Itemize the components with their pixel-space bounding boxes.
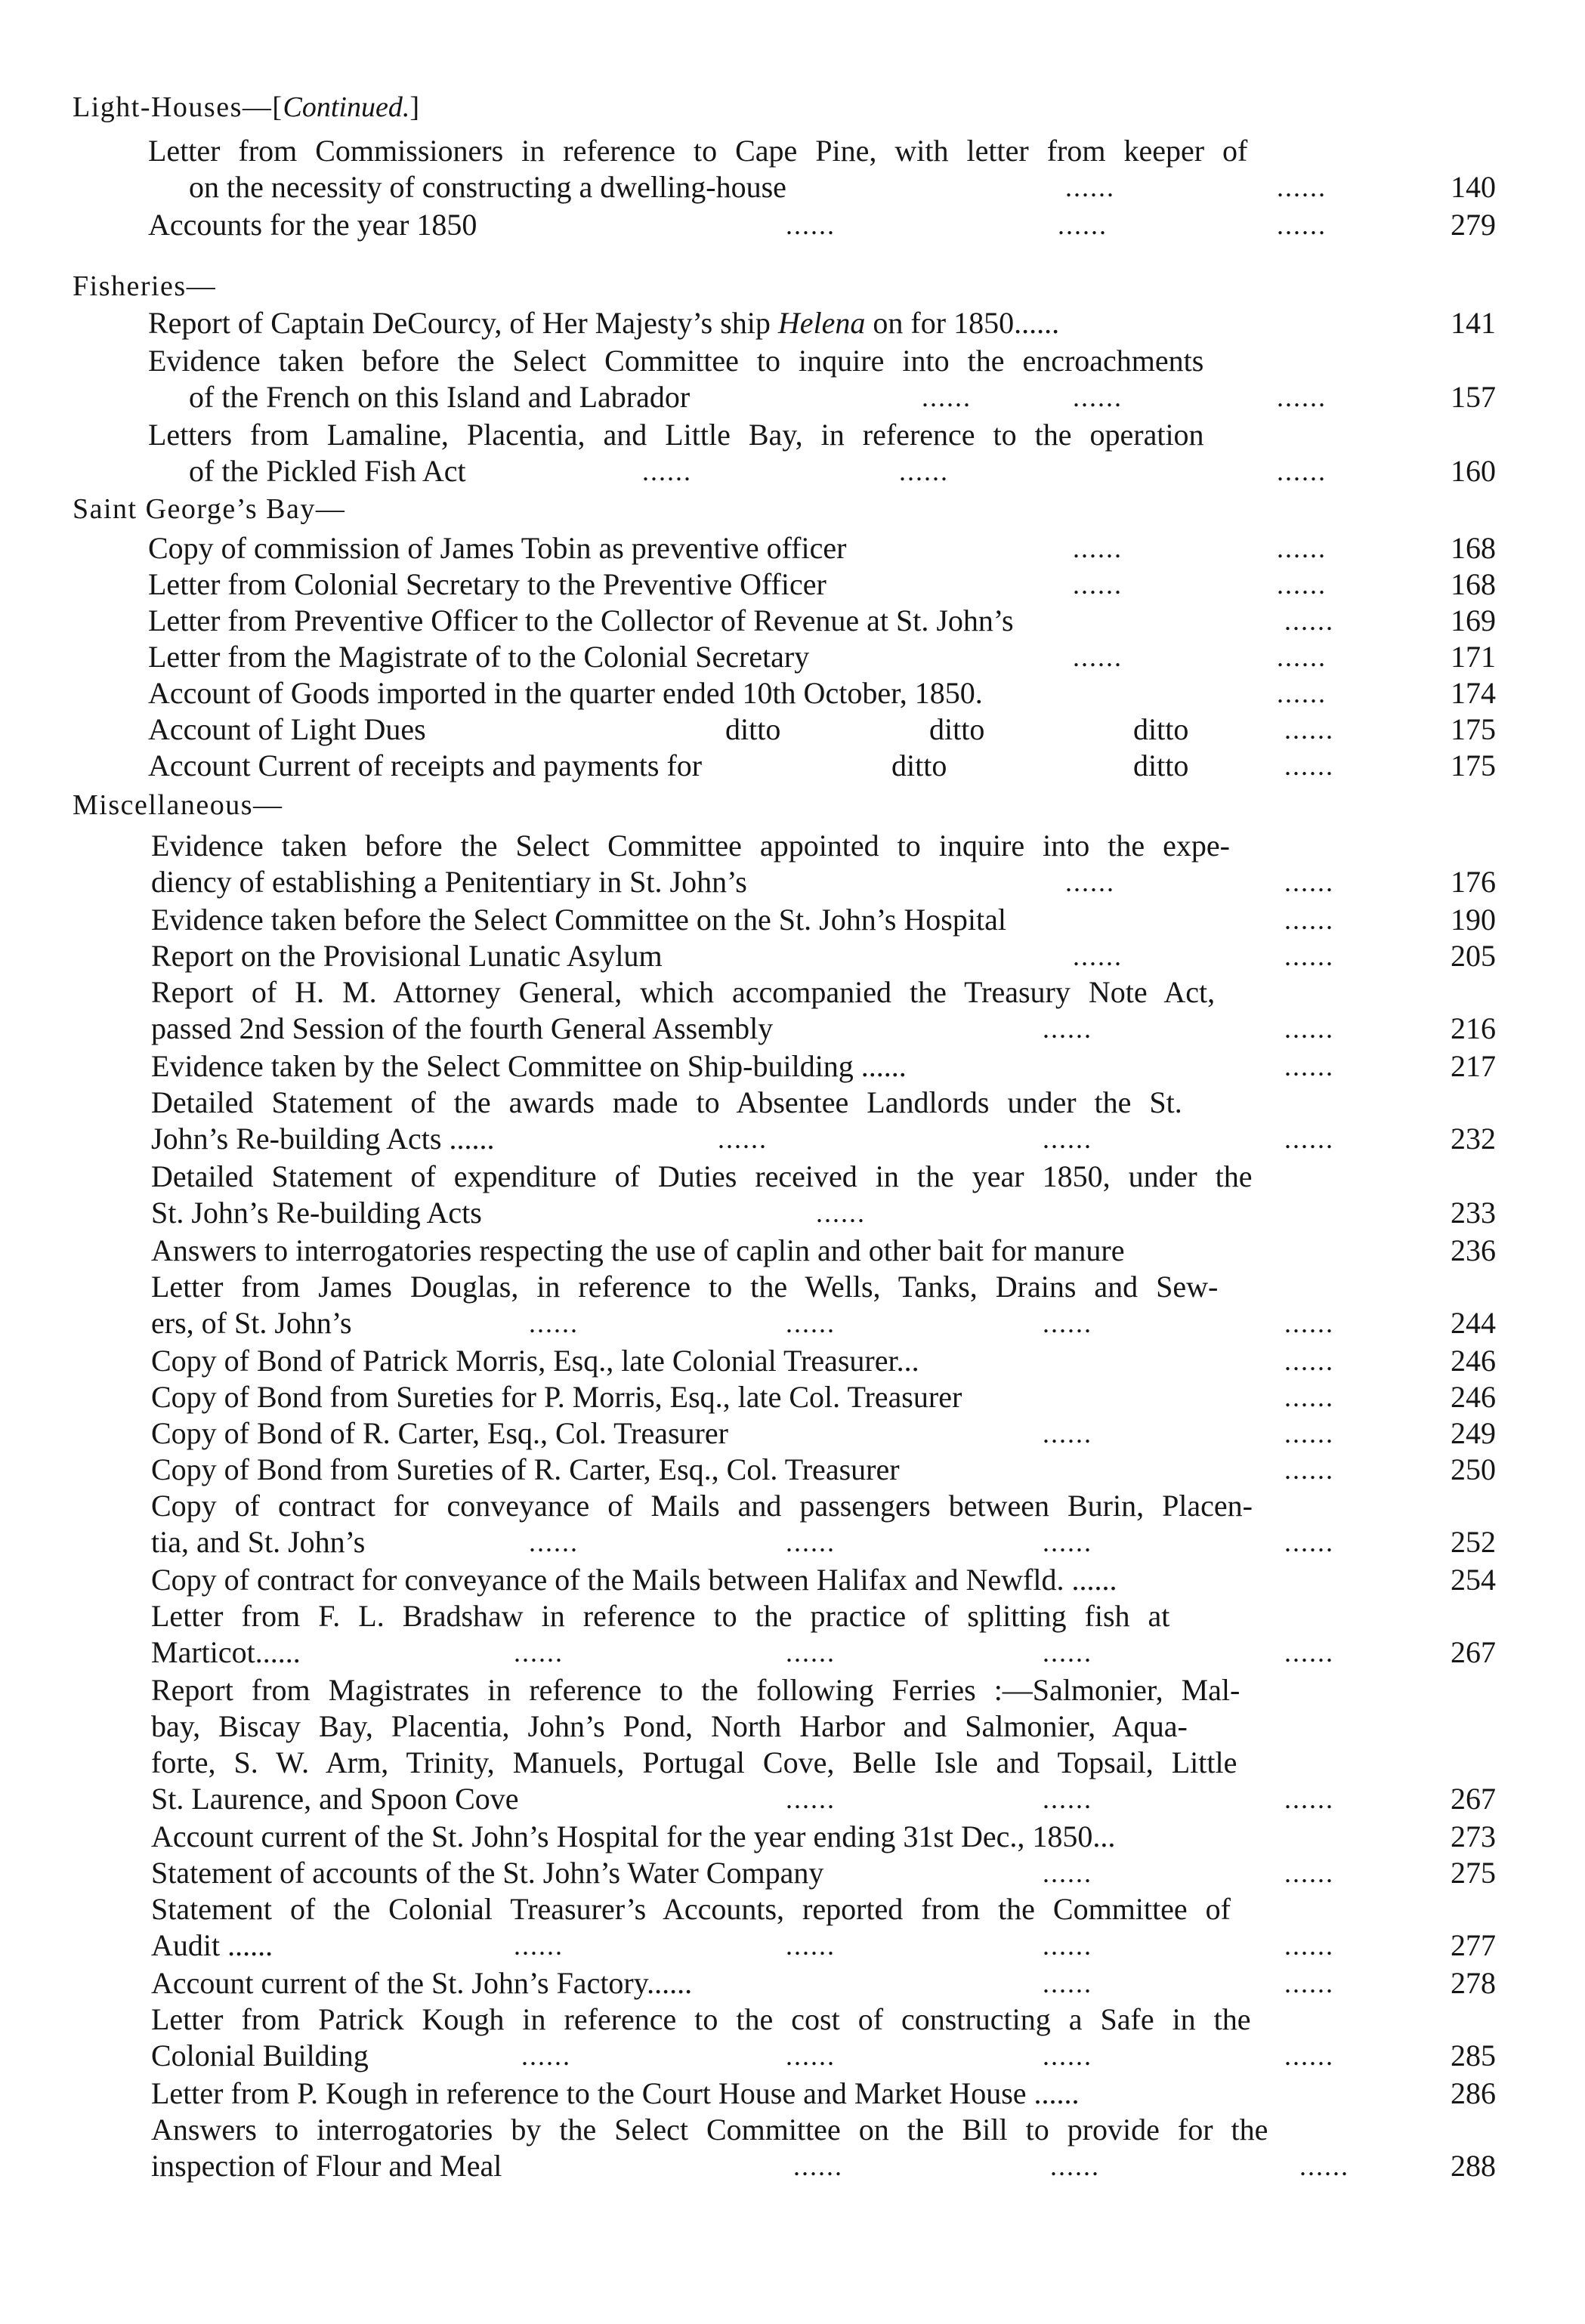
leader-dots: ...... <box>1073 642 1123 672</box>
leader-dots: ...... <box>1284 941 1334 971</box>
index-entry-line <box>148 417 1204 453</box>
index-entry-line <box>148 603 1014 639</box>
page-number: 171 <box>1451 640 1496 674</box>
leader-dots: ...... <box>1277 678 1327 708</box>
leader-dots: ...... <box>1050 2151 1100 2181</box>
leader-dots: ...... <box>718 1124 768 1154</box>
entry-text: Colonial Building <box>151 2039 369 2072</box>
entry-text: inspection of Flour and Meal <box>151 2149 502 2183</box>
ditto-mark: ditto <box>1133 748 1189 782</box>
entry-text: Audit ...... <box>151 1928 273 1962</box>
leader-dots: ...... <box>1284 1382 1334 1412</box>
leader-dots: ...... <box>1284 905 1334 935</box>
page-number: 157 <box>1451 380 1496 414</box>
entry-text: Answers to interrogatories by the Select Committee on the Bill to provide for the <box>151 2113 1268 2147</box>
leader-dots: ...... <box>1043 1968 1092 1998</box>
index-entry-line <box>151 1598 1169 1634</box>
page-number: 286 <box>1451 2076 1496 2110</box>
page-number: 288 <box>1451 2149 1496 2183</box>
page-number: 140 <box>1451 170 1496 204</box>
entry-text: Letter from Commissioners in reference to Cape Pine, with letter from keeper of <box>148 134 1248 168</box>
leader-dots: ...... <box>1073 569 1123 600</box>
ditto-mark: ditto <box>929 712 985 746</box>
index-entry-line <box>151 1965 692 2001</box>
page-number: 249 <box>1451 1416 1496 1450</box>
entry-text: Statement of accounts of the St. John’s Water Company <box>151 1856 824 1890</box>
entry-text: Account current of the St. John’s Hospital for the year ending 31st Dec., 1850... <box>151 1819 1116 1853</box>
entry-text: Account current of the St. John’s Factory...... <box>151 1966 693 2000</box>
index-entry-line <box>151 1781 519 1817</box>
page-number: 279 <box>1451 208 1496 242</box>
index-entry-line <box>151 2038 369 2074</box>
section-heading-fisheries <box>73 268 216 304</box>
ditto-mark: ditto <box>1133 712 1189 746</box>
leader-dots: ...... <box>1284 606 1334 636</box>
leader-dots: ...... <box>786 2041 836 2071</box>
entry-text: Copy of Bond from Sureties of R. Carter, Esq., Col. Treasurer <box>151 1452 900 1486</box>
page-number: 169 <box>1451 603 1496 637</box>
section-heading-miscellaneous <box>73 787 283 823</box>
entry-text: Copy of Bond of Patrick Morris, Esq., late Colonial Treasurer... <box>151 1344 919 1378</box>
leader-dots: ...... <box>1284 1637 1334 1668</box>
page-number: 267 <box>1451 1782 1496 1816</box>
entry-text: Letter from James Douglas, in reference to the Wells, Tanks, Drains and Sew- <box>151 1270 1219 1304</box>
leader-dots: ...... <box>642 456 692 486</box>
index-entry-line <box>151 828 1230 864</box>
index-entry-line <box>151 2112 1268 2148</box>
index-entry-line <box>151 1195 482 1231</box>
index-entry-line <box>151 1488 1253 1524</box>
ditto-mark: ditto <box>891 748 947 782</box>
leader-dots: ...... <box>786 1784 836 1814</box>
entry-text: Report on the Provisional Lunatic Asylum <box>151 939 663 973</box>
page-number: 176 <box>1451 865 1496 899</box>
index-entry-line <box>148 305 1059 341</box>
entry-text: Letter from Patrick Kough in reference to the cost of constructing a Safe in the <box>151 2002 1251 2036</box>
leader-dots: ...... <box>786 1930 836 1961</box>
leader-dots: ...... <box>1043 2041 1092 2071</box>
entry-text: Evidence taken before the Select Committee on the St. John’s Hospital <box>151 903 1006 937</box>
page-number: 216 <box>1451 1011 1496 1045</box>
index-entry-line <box>151 1233 1124 1269</box>
entry-text: of the Pickled Fish Act <box>189 454 466 488</box>
leader-dots: ...... <box>786 1527 836 1557</box>
entry-text: forte, S. W. Arm, Trinity, Manuels, Portugal Cove, Belle Isle and Topsail, Little <box>151 1745 1237 1779</box>
index-entry-line <box>151 1891 1231 1927</box>
index-entry-line <box>189 453 466 489</box>
section-heading-text: Light-Houses—[ <box>73 91 283 123</box>
entry-text: St. John’s Re-building Acts <box>151 1196 482 1230</box>
entry-text: ers, of St. John’s <box>151 1306 352 1340</box>
entry-text: of the French on this Island and Labrador <box>189 380 691 414</box>
index-entry-line <box>151 1524 365 1560</box>
ditto-mark: ditto <box>725 712 781 746</box>
page-number: 141 <box>1451 306 1496 340</box>
index-entry-line <box>148 748 702 784</box>
page-number: 252 <box>1451 1525 1496 1559</box>
entry-text: diency of establishing a Penitentiary in St. John’s <box>151 865 747 899</box>
index-entry-line <box>151 1927 273 1964</box>
entry-text: Letter from Preventive Officer to the Collector of Revenue at St. John’s <box>148 603 1014 637</box>
entry-text: Report of Captain DeCourcy, of Her Majesty’s ship <box>148 306 771 340</box>
entry-text: Copy of contract for conveyance of the Mails between Halifax and Newfld. ...... <box>151 1563 1117 1597</box>
leader-dots: ...... <box>1284 1346 1334 1376</box>
leader-dots: ...... <box>1277 642 1327 672</box>
entry-text: Copy of Bond from Sureties for P. Morris, Esq., late Col. Treasurer <box>151 1380 962 1414</box>
leader-dots: ...... <box>1277 382 1327 412</box>
section-heading-text: Saint George’s Bay— <box>73 493 346 525</box>
page-number: 277 <box>1451 1928 1496 1962</box>
index-entry-line <box>151 974 1215 1011</box>
entry-text: tia, and St. John’s <box>151 1525 366 1559</box>
leader-dots: ...... <box>1284 1308 1334 1338</box>
leader-dots: ...... <box>1284 1858 1334 1888</box>
leader-dots: ...... <box>1284 2041 1334 2071</box>
page-number: 244 <box>1451 1306 1496 1340</box>
leader-dots: ...... <box>1277 210 1327 240</box>
leader-dots: ...... <box>786 210 836 240</box>
leader-dots: ...... <box>786 1637 836 1668</box>
leader-dots: ...... <box>1277 456 1327 486</box>
entry-text: John’s Re-building Acts ...... <box>151 1122 495 1156</box>
section-heading-saint-georges-bay <box>73 491 345 527</box>
leader-dots: ...... <box>1284 1124 1334 1154</box>
leader-dots: ...... <box>1065 172 1115 202</box>
leader-dots: ...... <box>1284 1527 1334 1557</box>
index-entry-line <box>148 530 846 566</box>
index-entry-line <box>151 2148 502 2184</box>
leader-dots: ...... <box>529 1308 579 1338</box>
index-entry-line <box>151 1121 494 1157</box>
section-heading-end: ] <box>409 91 421 123</box>
leader-dots: ...... <box>1284 867 1334 897</box>
leader-dots: ...... <box>1065 867 1115 897</box>
index-entry-line <box>151 1159 1253 1195</box>
page-number: 160 <box>1451 454 1496 488</box>
leader-dots: ...... <box>1284 1051 1334 1082</box>
ship-name: Helena <box>777 306 866 340</box>
leader-dots: ...... <box>899 456 949 486</box>
leader-dots: ...... <box>1284 1418 1334 1449</box>
entry-text: passed 2nd Session of the fourth General Assembly <box>151 1011 774 1045</box>
index-entry-line <box>151 1819 1115 1855</box>
leader-dots: ...... <box>1277 172 1327 202</box>
leader-dots: ...... <box>793 2151 843 2181</box>
index-entry-line <box>151 1379 962 1415</box>
index-entry-line <box>151 1048 907 1085</box>
index-entry-line <box>151 2076 1080 2112</box>
leader-dots: ...... <box>1043 1014 1092 1044</box>
leader-dots: ...... <box>1284 1455 1334 1485</box>
leader-dots: ...... <box>1043 1637 1092 1668</box>
page-number: 275 <box>1451 1856 1496 1890</box>
index-entry-line <box>151 1855 823 1891</box>
leader-dots: ...... <box>514 1637 564 1668</box>
index-entry-line <box>151 902 1006 938</box>
leader-dots: ...... <box>1043 1124 1092 1154</box>
page-number: 175 <box>1451 712 1496 746</box>
leader-dots: ...... <box>1043 1930 1092 1961</box>
leader-dots: ...... <box>786 1308 836 1338</box>
index-entry-line <box>151 1011 773 1047</box>
entry-text: Copy of contract for conveyance of Mails and passengers between Burin, Placen- <box>151 1489 1253 1523</box>
leader-dots: ...... <box>1073 382 1123 412</box>
leader-dots: ...... <box>1058 210 1108 240</box>
leader-dots: ...... <box>514 1930 564 1961</box>
page-number: 267 <box>1451 1635 1496 1669</box>
entry-text: Evidence taken by the Select Committee on Ship-building ...... <box>151 1049 907 1083</box>
index-entry-line <box>148 343 1203 379</box>
index-entry-line <box>151 864 747 900</box>
entry-text: Account of Light Dues <box>148 712 426 746</box>
page-number: 236 <box>1451 1233 1496 1267</box>
leader-dots: ...... <box>922 382 972 412</box>
page-number: 254 <box>1451 1563 1496 1597</box>
page-number: 217 <box>1451 1049 1496 1083</box>
index-entry-line <box>148 207 477 243</box>
entry-text: Marticot...... <box>151 1635 301 1669</box>
leader-dots: ...... <box>529 1527 579 1557</box>
index-entry-line <box>151 1415 728 1452</box>
section-heading-italic: Continued. <box>283 91 410 123</box>
page-number: 250 <box>1451 1452 1496 1486</box>
leader-dots: ...... <box>1284 1014 1334 1044</box>
leader-dots: ...... <box>1284 714 1334 745</box>
leader-dots: ...... <box>1043 1858 1092 1888</box>
index-entry-line <box>151 1634 301 1671</box>
page-number: 233 <box>1451 1196 1496 1230</box>
leader-dots: ...... <box>1043 1784 1092 1814</box>
page-number: 285 <box>1451 2039 1496 2072</box>
leader-dots: ...... <box>1043 1308 1092 1338</box>
index-entry-line <box>151 1672 1240 1708</box>
leader-dots: ...... <box>1073 941 1123 971</box>
page-number: 273 <box>1451 1819 1496 1853</box>
entry-text: Accounts for the year 1850 <box>148 208 477 242</box>
page-number: 175 <box>1451 748 1496 782</box>
entry-text: Evidence taken before the Select Committee appointed to inquire into the expe- <box>151 829 1231 863</box>
entry-text: on the necessity of constructing a dwelling-house <box>189 170 786 204</box>
index-entry-line <box>151 1562 1117 1598</box>
leader-dots: ...... <box>521 2041 571 2071</box>
entry-text: bay, Biscay Bay, Placentia, John’s Pond, North Harbor and Salmonier, Aqua- <box>151 1709 1188 1743</box>
entry-text: Letter from Colonial Secretary to the Preventive Officer <box>148 567 826 601</box>
index-entry-line <box>189 169 786 205</box>
section-heading-light-houses <box>73 89 421 125</box>
entry-text: Detailed Statement of expenditure of Duties received in the year 1850, under the <box>151 1159 1253 1193</box>
index-entry-line <box>151 1708 1188 1745</box>
index-entry-line <box>151 1452 900 1488</box>
index-entry-line <box>151 938 663 974</box>
entry-text: Copy of Bond of R. Carter, Esq., Col. Treasurer <box>151 1416 728 1450</box>
entry-text: Letter from F. L. Bradshaw in reference to the practice of splitting fish at <box>151 1599 1170 1633</box>
entry-text: Account Current of receipts and payments for <box>148 748 703 782</box>
section-heading-text: Miscellaneous— <box>73 789 283 821</box>
entry-text: Statement of the Colonial Treasurer’s Accounts, reported from the Committee of <box>151 1892 1231 1926</box>
leader-dots: ...... <box>1284 751 1334 781</box>
entry-text: Evidence taken before the Select Committee to inquire into the encroachments <box>148 344 1204 378</box>
page-number: 232 <box>1451 1122 1496 1156</box>
page-number: 190 <box>1451 903 1496 937</box>
leader-dots: ...... <box>1073 533 1123 563</box>
index-entry-line <box>151 1745 1237 1781</box>
index-entry-line <box>148 566 826 603</box>
leader-dots: ...... <box>1299 2151 1349 2181</box>
page-number: 168 <box>1451 531 1496 565</box>
entry-text: Report from Magistrates in reference to the following Ferries :—Salmonier, Mal- <box>151 1673 1241 1707</box>
leader-dots: ...... <box>1284 1784 1334 1814</box>
page-number: 168 <box>1451 567 1496 601</box>
index-entry-line <box>151 1085 1182 1121</box>
page-number: 246 <box>1451 1344 1496 1378</box>
entry-text: Letters from Lamaline, Placentia, and Little Bay, in reference to the operation <box>148 418 1204 452</box>
leader-dots: ...... <box>1277 533 1327 563</box>
page-number: 174 <box>1451 676 1496 710</box>
entry-text: on for 1850...... <box>873 306 1060 340</box>
index-entry-line <box>151 1269 1218 1305</box>
leader-dots: ...... <box>1043 1527 1092 1557</box>
index-entry-line <box>148 675 983 711</box>
index-entry-line <box>151 2001 1251 2038</box>
leader-dots: ...... <box>1277 569 1327 600</box>
index-entry-line <box>151 1305 352 1341</box>
entry-text: Answers to interrogatories respecting the use of caplin and other bait for manure <box>151 1233 1125 1267</box>
leader-dots: ...... <box>1284 1930 1334 1961</box>
index-entry-line <box>148 711 426 748</box>
entry-text: Report of H. M. Attorney General, which accompanied the Treasury Note Act, <box>151 975 1216 1009</box>
index-entry-line <box>148 639 809 675</box>
index-entry-line <box>148 133 1247 169</box>
leader-dots: ...... <box>1284 1968 1334 1998</box>
page-number: 278 <box>1451 1966 1496 2000</box>
entry-text: Letter from P. Kough in reference to the Court House and Market House ...... <box>151 2076 1080 2110</box>
index-entry-line <box>189 379 690 415</box>
page-number: 246 <box>1451 1380 1496 1414</box>
entry-text: Copy of commission of James Tobin as preventive officer <box>148 531 847 565</box>
entry-text: Account of Goods imported in the quarter ended 10th October, 1850. <box>148 676 983 710</box>
index-entry-line <box>151 1343 919 1379</box>
entry-text: St. Laurence, and Spoon Cove <box>151 1782 519 1816</box>
section-heading-text: Fisheries— <box>73 270 217 302</box>
leader-dots: ...... <box>1043 1418 1092 1449</box>
entry-text: Detailed Statement of the awards made to Absentee Landlords under the St. <box>151 1085 1182 1119</box>
leader-dots: ...... <box>816 1198 866 1228</box>
page-number: 205 <box>1451 939 1496 973</box>
entry-text: Letter from the Magistrate of to the Colonial Secretary <box>148 640 810 674</box>
